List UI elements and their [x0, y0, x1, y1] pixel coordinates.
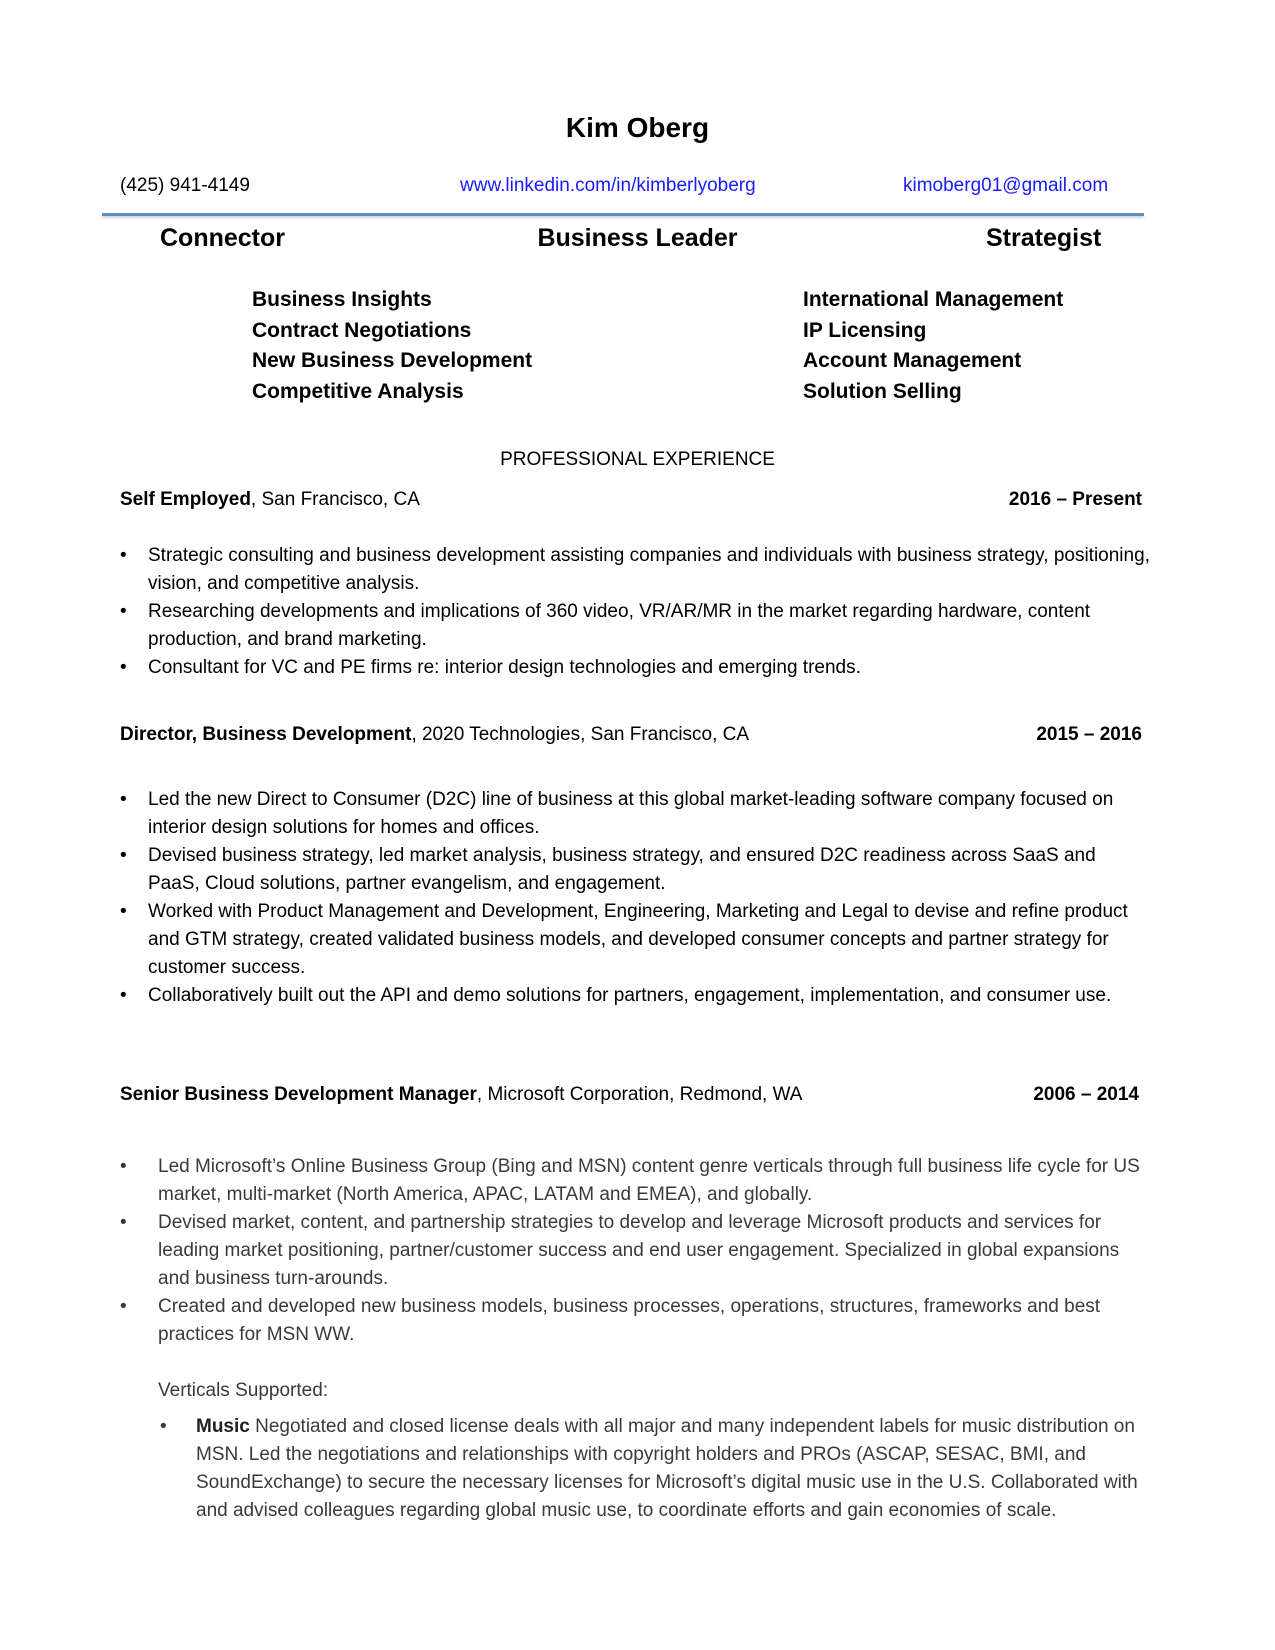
job-dates: 2006 – 2014: [1033, 1084, 1139, 1105]
vertical-item: [158, 1413, 1148, 1525]
job-header: [120, 489, 420, 511]
job-title: Director, Business Development: [120, 724, 412, 745]
bullet-item: • Led the new Direct to Consumer (D2C) line of business at this global market-leading software company focused on interior design solutions for homes and offices.: [120, 786, 1150, 842]
bullet-dot-icon: •: [120, 901, 127, 922]
skill-item: New Business Development: [252, 349, 533, 372]
bullet-dot-icon: •: [120, 1296, 127, 1317]
skill-item: IP Licensing: [803, 318, 927, 342]
verticals-list: [158, 1413, 1148, 1525]
job-title: Senior Business Development Manager: [120, 1084, 477, 1105]
job-bullets: [120, 786, 1150, 1010]
linkedin-link[interactable]: www.linkedin.com/in/kimberlyoberg: [460, 175, 756, 196]
bullet-dot-icon: •: [120, 601, 127, 622]
skills-left-column: [252, 285, 532, 407]
skill-item: Account Management: [803, 349, 1022, 372]
email-link[interactable]: kimoberg01@gmail.com: [903, 175, 1109, 196]
skill-item: Solution Selling: [803, 379, 962, 403]
section-heading-experience: PROFESSIONAL EXPERIENCE: [500, 449, 775, 470]
tagline-business-leader: Business Leader: [537, 224, 738, 252]
header-divider: [102, 213, 1144, 216]
skill-item: Competitive Analysis: [252, 379, 464, 403]
skill-item: Contract Negotiations: [252, 318, 472, 342]
bullet-item: • Strategic consulting and business development assisting companies and individuals with business strategy, positioning, vision, and competitive analysis.: [120, 542, 1150, 598]
tagline-connector: Connector: [160, 224, 285, 252]
bullet-dot-icon: •: [120, 1156, 127, 1177]
verticals-label: Verticals Supported:: [158, 1380, 329, 1401]
job-header: [120, 1084, 802, 1106]
job-title: Self Employed: [120, 489, 251, 510]
bullet-item: • Devised market, content, and partnership strategies to develop and leverage Microsoft products and services for leading market positioning, partner/customer success and end user engagement. Specialized in global expansions and business turn-arounds.: [120, 1209, 1150, 1293]
bullet-dot-icon: •: [120, 789, 127, 810]
job-bullets: [120, 1153, 1150, 1349]
job-header: [120, 724, 749, 746]
skills-right-column: [803, 285, 1063, 407]
bullet-item: • Researching developments and implications of 360 video, VR/AR/MR in the market regarding hardware, content production, and brand marketing.: [120, 598, 1150, 654]
vertical-name: Music: [196, 1416, 250, 1437]
job-dates: 2015 – 2016: [1036, 724, 1142, 745]
job-org: , San Francisco, CA: [250, 489, 420, 510]
bullet-dot-icon: •: [120, 845, 127, 866]
bullet-dot-icon: •: [120, 1212, 127, 1233]
job-dates: 2016 – Present: [1008, 489, 1142, 510]
vertical-text: Negotiated and closed license deals with all major and many independent labels for music distribution on MSN. Led the negotiations and relationships with copyright holders and PROs (ASCAP, SESAC, BMI, and SoundExchange) to secure the necessary licenses for Microsoft’s digital music use in the U.S. Collaborated with and advised colleagues regarding global music use, to coordinate efforts and gain economies of scale.: [196, 1416, 1138, 1521]
bullet-dot-icon: •: [120, 985, 127, 1006]
bullet-dot-icon: •: [120, 657, 127, 678]
job-org: , Microsoft Corporation, Redmond, WA: [476, 1084, 803, 1105]
skill-item: International Management: [803, 288, 1064, 311]
phone-number: (425) 941-4149: [120, 175, 250, 196]
candidate-name: Kim Oberg: [565, 112, 710, 143]
bullet-item: • Worked with Product Management and Development, Engineering, Marketing and Legal to devise and refine product and GTM strategy, created validated business models, and developed consumer concepts and partner strategy for customer success.: [120, 898, 1150, 982]
bullet-item: • Led Microsoft’s Online Business Group (Bing and MSN) content genre verticals through full business life cycle for US market, multi-market (North America, APAC, LATAM and EMEA), and globally.: [120, 1153, 1150, 1209]
bullet-item: • Created and developed new business models, business processes, operations, structures, frameworks and best practices for MSN WW.: [120, 1293, 1150, 1349]
job-bullets: [120, 542, 1150, 682]
bullet-item: • Collaboratively built out the API and demo solutions for partners, engagement, implementation, and consumer use.: [120, 982, 1150, 1010]
bullet-item: • Consultant for VC and PE firms re: interior design technologies and emerging trends.: [120, 654, 1150, 682]
bullet-dot-icon: •: [160, 1416, 167, 1437]
bullet-item: • Devised business strategy, led market analysis, business strategy, and ensured D2C readiness across SaaS and PaaS, Cloud solutions, partner evangelism, and engagement.: [120, 842, 1150, 898]
skill-item: Business Insights: [252, 288, 432, 311]
job-org: , 2020 Technologies, San Francisco, CA: [411, 724, 750, 745]
tagline-strategist: Strategist: [986, 224, 1102, 252]
bullet-dot-icon: •: [120, 545, 127, 566]
